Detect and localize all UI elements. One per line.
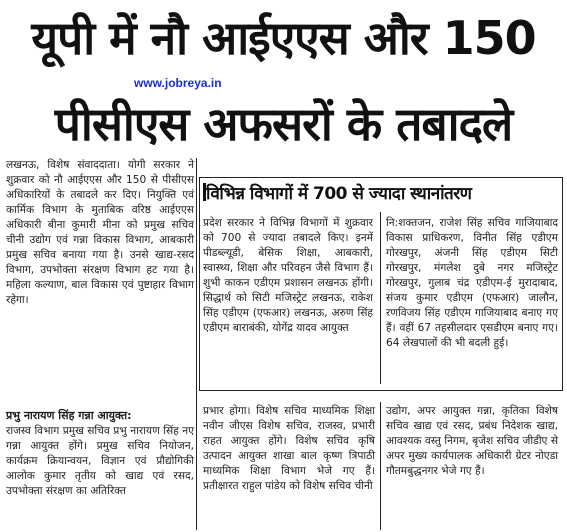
headline-line-2: पीसीएस अफसरों के तबादले (54, 97, 513, 151)
subheading: प्रभु नारायण सिंह गन्ना आयुक्त: (6, 409, 132, 422)
box-right-text: नि:शक्तजन, राजेश सिंह सचिव गाजियाबाद विकास प्राधिकरण, विनीत सिंह एडीएम गोरखपुर, अंजनी सिंह एडीएम सिटी गोरखपुर, मंगलेश दुबे नगर मजिस्ट्रेट गोरखपुर, गुलाब चंद्र एडीएम-ई मुरादाबाद, संजय कुमार एडीएम (एफआर) जालौन, रणविजय सिंह एडीएम गाजियाबाद बनाए गए हैं। वहीं 67 तहसीलदार एसडीएम बनाए गए। 64 लेखपालों की भी बदली हुई। (386, 217, 558, 349)
article-column-1 (6, 158, 194, 308)
article-column-3 (203, 404, 375, 494)
column-divider (196, 158, 197, 530)
body-paragraph: राजस्व विभाग प्रमुख सचिव प्रभु नारायण सिंह नए गन्ना आयुक्त होंगे। प्रमुख सचिव नियोजन, कार्यक्रम क्रियान्वयन, विज्ञान एवं प्रौद्योगिकी आलोक कुमार तृतीय को खाद्य एवं रसद, उपभोक्ता संरक्षण का अतिरिक्त (6, 425, 194, 497)
box-left-column (203, 216, 373, 336)
column-3-text: प्रभार होगा। विशेष सचिव माध्यमिक शिक्षा नवीन जीएस विशेष सचिव, राजस्व, प्रभारी राहत आयुक्त होंगे। विशेष सचिव कृषि उत्पादन आयुक्त शाखा बाल कृष्ण त्रिपाठी माध्यमिक शिक्षा विभाग भेजे गए हैं। प्रतीक्षारत राहुल पांडेय को विशेष सचिव चीनी (203, 405, 375, 492)
box-left-text: प्रदेश सरकार ने विभिन्न विभागों में शुक्रवार को 700 से ज्यादा तबादले किए। इनमें पीडब्ल्यूडी, बेसिक शिक्षा, आबकारी, स्वास्थ्य, शिक्षा और परिवहन जैसे विभाग हैं। शुभी काकन एडीएम प्रशासन लखनऊ होंगी। सिद्धार्थ को सिटी मजिस्ट्रेट लखनऊ, राकेश सिंह एडीएम (एफआर) लखनऊ, अरुण सिंह एडीएम बाराबंकी, योगेंद्र यादव आयुक्त (203, 217, 373, 334)
box-right-column (386, 216, 558, 351)
column-divider-2 (380, 402, 381, 530)
website-watermark: www.jobreya.in (134, 76, 222, 90)
headline-line-1: यूपी में नौ आईएएस और 150 (31, 11, 536, 65)
box-title: विभिन्न विभागों में 700 से ज्यादा स्थानांतरण (206, 184, 472, 204)
article-column-1-continued (6, 408, 194, 499)
lead-paragraph: लखनऊ, विशेष संवाददाता। योगी सरकार ने शुक्रवार को नौ आईएएस और 150 से पीसीएस अधिकारियों के तबादले कर दिए। नियुक्ति एवं कार्मिक विभाग के मुताबिक वरिष्ठ आईएएस अधिकारी बीना कुमारी मीना को प्रमुख सचिव चीनी उद्योग एवं गन्ना विकास विभाग, आबकारी प्रमुख सचिव बनाया गया है। उनसे खाद्य-रसद विभाग, उपभोक्ता संरक्षण विभाग हट गया है। महिला कल्याण, बाल विकास एवं पुष्टाहार विभाग रहेगा। (6, 159, 194, 306)
article-column-4 (386, 404, 558, 479)
column-4-text: उद्योग, अपर आयुक्त गन्ना, कृतिका विशेष सचिव खाद्य एवं रसद, प्रबंध निदेशक खाद्य, आवश्यक वस्तु निगम, बृजेश सचिव जीडीए से अपर मुख्य कार्यपालक अधिकारी ग्रेटर नोएडा गौतमबुद्धनगर भेजे गए हैं। (386, 405, 558, 477)
box-column-divider (380, 212, 381, 384)
